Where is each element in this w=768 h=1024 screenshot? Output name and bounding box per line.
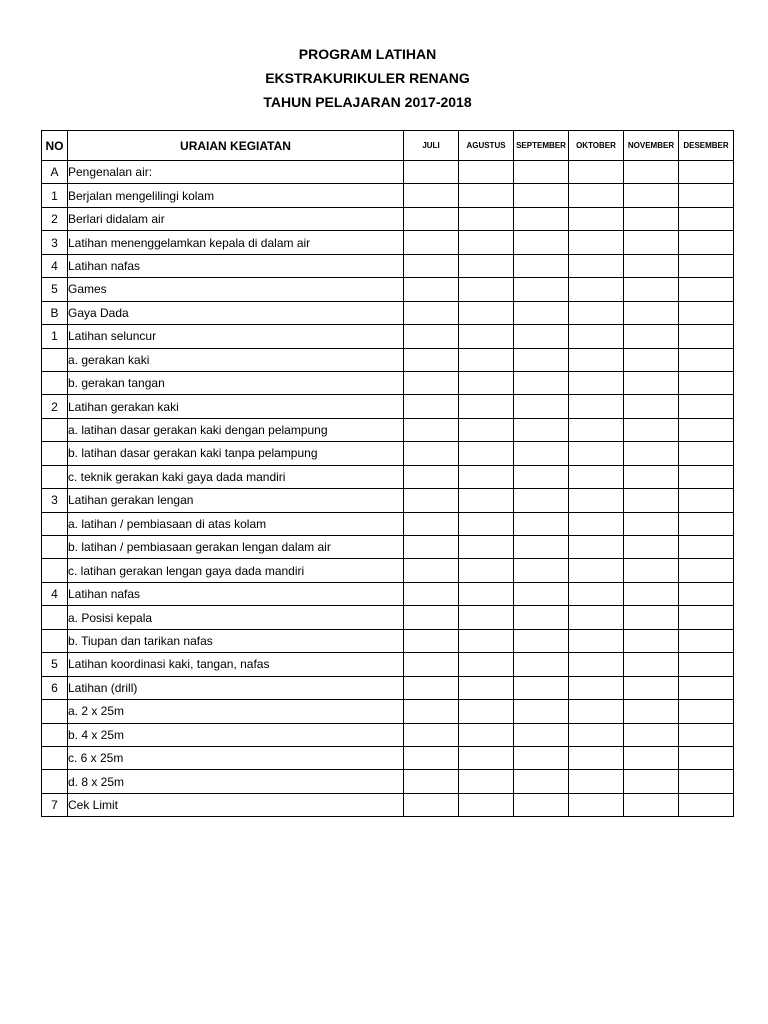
table-row <box>42 582 734 605</box>
month-cell <box>679 629 734 652</box>
row-description: b. latihan / pembiasaan gerakan lengan dalam air <box>68 536 404 559</box>
month-cell <box>679 465 734 488</box>
month-cell <box>514 489 569 512</box>
month-cell <box>404 231 459 254</box>
table-header-row <box>42 131 734 161</box>
row-number <box>42 348 68 371</box>
row-number: B <box>42 301 68 324</box>
month-cell <box>514 465 569 488</box>
month-cell <box>459 793 514 816</box>
row-number: 4 <box>42 254 68 277</box>
month-cell <box>569 231 624 254</box>
month-cell <box>624 301 679 324</box>
month-cell <box>514 559 569 582</box>
month-cell <box>459 325 514 348</box>
table-row <box>42 606 734 629</box>
row-description: Latihan (drill) <box>68 676 404 699</box>
month-cell <box>624 512 679 535</box>
row-number <box>42 536 68 559</box>
month-cell <box>459 418 514 441</box>
month-cell <box>404 676 459 699</box>
table-body <box>42 161 734 817</box>
month-cell <box>404 582 459 605</box>
row-number: 3 <box>42 231 68 254</box>
month-cell <box>679 254 734 277</box>
month-cell <box>624 559 679 582</box>
row-description: Latihan gerakan lengan <box>68 489 404 512</box>
month-cell <box>679 161 734 184</box>
month-cell <box>569 700 624 723</box>
month-cell <box>624 254 679 277</box>
month-cell <box>569 606 624 629</box>
month-cell <box>569 676 624 699</box>
row-description: Games <box>68 278 404 301</box>
month-cell <box>624 629 679 652</box>
month-cell <box>679 770 734 793</box>
month-cell <box>569 395 624 418</box>
month-cell <box>569 325 624 348</box>
month-cell <box>459 582 514 605</box>
title-line-2: EKSTRAKURIKULER RENANG <box>265 70 470 86</box>
month-cell <box>404 489 459 512</box>
month-cell <box>569 184 624 207</box>
month-cell <box>624 653 679 676</box>
row-description: Berlari didalam air <box>68 207 404 230</box>
row-number: 2 <box>42 395 68 418</box>
table-row <box>42 723 734 746</box>
table-row <box>42 348 734 371</box>
header-month-november: NOVEMBER <box>624 131 679 161</box>
month-cell <box>514 418 569 441</box>
table-row <box>42 325 734 348</box>
month-cell <box>624 536 679 559</box>
row-number <box>42 746 68 769</box>
month-cell <box>679 746 734 769</box>
month-cell <box>514 371 569 394</box>
table-row <box>42 653 734 676</box>
month-cell <box>514 700 569 723</box>
month-cell <box>624 278 679 301</box>
table-row <box>42 770 734 793</box>
row-number <box>42 559 68 582</box>
month-cell <box>404 770 459 793</box>
month-cell <box>679 395 734 418</box>
month-cell <box>679 278 734 301</box>
month-cell <box>624 348 679 371</box>
month-cell <box>514 606 569 629</box>
month-cell <box>514 442 569 465</box>
month-cell <box>514 395 569 418</box>
schedule-table <box>41 130 734 817</box>
month-cell <box>404 325 459 348</box>
month-cell <box>404 465 459 488</box>
month-cell <box>514 582 569 605</box>
table-row <box>42 746 734 769</box>
month-cell <box>514 254 569 277</box>
month-cell <box>514 676 569 699</box>
month-cell <box>569 254 624 277</box>
month-cell <box>569 207 624 230</box>
month-cell <box>514 723 569 746</box>
table-row <box>42 536 734 559</box>
row-description: c. teknik gerakan kaki gaya dada mandiri <box>68 465 404 488</box>
month-cell <box>679 653 734 676</box>
month-cell <box>624 465 679 488</box>
month-cell <box>514 161 569 184</box>
month-cell <box>404 536 459 559</box>
month-cell <box>624 582 679 605</box>
month-cell <box>459 301 514 324</box>
month-cell <box>569 629 624 652</box>
month-cell <box>459 629 514 652</box>
month-cell <box>624 746 679 769</box>
month-cell <box>459 278 514 301</box>
month-cell <box>569 793 624 816</box>
month-cell <box>624 231 679 254</box>
month-cell <box>514 278 569 301</box>
month-cell <box>404 371 459 394</box>
row-number: 5 <box>42 653 68 676</box>
month-cell <box>624 161 679 184</box>
row-number <box>42 371 68 394</box>
month-cell <box>514 770 569 793</box>
month-cell <box>404 629 459 652</box>
month-cell <box>569 301 624 324</box>
month-cell <box>569 582 624 605</box>
month-cell <box>459 653 514 676</box>
month-cell <box>459 465 514 488</box>
table-row <box>42 676 734 699</box>
row-number: 3 <box>42 489 68 512</box>
month-cell <box>459 442 514 465</box>
row-number <box>42 465 68 488</box>
row-description: a. latihan / pembiasaan di atas kolam <box>68 512 404 535</box>
row-description: Latihan gerakan kaki <box>68 395 404 418</box>
month-cell <box>679 489 734 512</box>
month-cell <box>459 512 514 535</box>
month-cell <box>514 512 569 535</box>
month-cell <box>459 536 514 559</box>
month-cell <box>569 348 624 371</box>
month-cell <box>569 559 624 582</box>
month-cell <box>569 371 624 394</box>
month-cell <box>679 231 734 254</box>
row-number: 6 <box>42 676 68 699</box>
row-description: a. 2 x 25m <box>68 700 404 723</box>
row-number <box>42 512 68 535</box>
row-number: 7 <box>42 793 68 816</box>
table-row <box>42 793 734 816</box>
month-cell <box>679 301 734 324</box>
month-cell <box>569 161 624 184</box>
header-month-desember: DESEMBER <box>679 131 734 161</box>
month-cell <box>514 536 569 559</box>
table-row <box>42 489 734 512</box>
month-cell <box>459 770 514 793</box>
row-description: b. latihan dasar gerakan kaki tanpa pelampung <box>68 442 404 465</box>
month-cell <box>679 559 734 582</box>
month-cell <box>459 559 514 582</box>
month-cell <box>514 301 569 324</box>
table-row <box>42 301 734 324</box>
month-cell <box>404 442 459 465</box>
month-cell <box>459 746 514 769</box>
month-cell <box>514 325 569 348</box>
month-cell <box>569 770 624 793</box>
month-cell <box>514 184 569 207</box>
month-cell <box>624 676 679 699</box>
row-description: Latihan koordinasi kaki, tangan, nafas <box>68 653 404 676</box>
month-cell <box>569 653 624 676</box>
month-cell <box>624 442 679 465</box>
row-number <box>42 770 68 793</box>
row-description: c. 6 x 25m <box>68 746 404 769</box>
row-description: c. latihan gerakan lengan gaya dada mandiri <box>68 559 404 582</box>
month-cell <box>569 465 624 488</box>
row-description: d. 8 x 25m <box>68 770 404 793</box>
month-cell <box>459 395 514 418</box>
row-number <box>42 723 68 746</box>
month-cell <box>569 418 624 441</box>
month-cell <box>459 231 514 254</box>
month-cell <box>569 442 624 465</box>
table-row <box>42 465 734 488</box>
month-cell <box>404 161 459 184</box>
month-cell <box>459 161 514 184</box>
month-cell <box>404 278 459 301</box>
month-cell <box>404 184 459 207</box>
month-cell <box>624 371 679 394</box>
month-cell <box>679 184 734 207</box>
header-description: URAIAN KEGIATAN <box>68 131 404 161</box>
month-cell <box>404 746 459 769</box>
month-cell <box>569 512 624 535</box>
month-cell <box>404 207 459 230</box>
row-number: 5 <box>42 278 68 301</box>
month-cell <box>404 559 459 582</box>
row-description: b. gerakan tangan <box>68 371 404 394</box>
month-cell <box>569 489 624 512</box>
row-number <box>42 418 68 441</box>
header-month-oktober: OKTOBER <box>569 131 624 161</box>
row-number <box>42 606 68 629</box>
table-row <box>42 184 734 207</box>
month-cell <box>569 278 624 301</box>
month-cell <box>624 395 679 418</box>
month-cell <box>404 653 459 676</box>
row-description: Latihan menenggelamkan kepala di dalam air <box>68 231 404 254</box>
month-cell <box>514 793 569 816</box>
month-cell <box>404 512 459 535</box>
month-cell <box>459 348 514 371</box>
row-description: a. Posisi kepala <box>68 606 404 629</box>
month-cell <box>624 606 679 629</box>
month-cell <box>404 418 459 441</box>
month-cell <box>624 770 679 793</box>
month-cell <box>679 442 734 465</box>
table-row <box>42 371 734 394</box>
table-row <box>42 254 734 277</box>
month-cell <box>459 606 514 629</box>
month-cell <box>404 606 459 629</box>
table-row <box>42 700 734 723</box>
month-cell <box>679 325 734 348</box>
table-row <box>42 629 734 652</box>
month-cell <box>404 254 459 277</box>
month-cell <box>624 723 679 746</box>
table-row <box>42 418 734 441</box>
header-no: NO <box>42 131 68 161</box>
table-row <box>42 442 734 465</box>
table-row <box>42 559 734 582</box>
row-number <box>42 442 68 465</box>
month-cell <box>459 489 514 512</box>
month-cell <box>404 723 459 746</box>
month-cell <box>459 700 514 723</box>
row-description: Latihan nafas <box>68 254 404 277</box>
row-description: Pengenalan air: <box>68 161 404 184</box>
month-cell <box>459 254 514 277</box>
header-month-agustus: AGUSTUS <box>459 131 514 161</box>
row-description: Berjalan mengelilingi kolam <box>68 184 404 207</box>
month-cell <box>514 231 569 254</box>
row-description: Latihan seluncur <box>68 325 404 348</box>
month-cell <box>679 348 734 371</box>
row-number <box>42 700 68 723</box>
row-description: Gaya Dada <box>68 301 404 324</box>
title-line-3: TAHUN PELAJARAN 2017-2018 <box>263 94 472 110</box>
month-cell <box>514 348 569 371</box>
table-row <box>42 512 734 535</box>
month-cell <box>459 371 514 394</box>
month-cell <box>679 582 734 605</box>
table-row <box>42 278 734 301</box>
month-cell <box>624 325 679 348</box>
month-cell <box>679 676 734 699</box>
month-cell <box>624 700 679 723</box>
month-cell <box>459 184 514 207</box>
month-cell <box>624 207 679 230</box>
month-cell <box>569 746 624 769</box>
row-number <box>42 629 68 652</box>
row-number: 4 <box>42 582 68 605</box>
month-cell <box>624 184 679 207</box>
month-cell <box>679 536 734 559</box>
table-row <box>42 161 734 184</box>
month-cell <box>679 371 734 394</box>
month-cell <box>404 348 459 371</box>
row-number: 1 <box>42 325 68 348</box>
month-cell <box>514 629 569 652</box>
month-cell <box>514 207 569 230</box>
month-cell <box>459 207 514 230</box>
month-cell <box>514 746 569 769</box>
month-cell <box>624 793 679 816</box>
title-line-1: PROGRAM LATIHAN <box>298 46 437 62</box>
month-cell <box>624 418 679 441</box>
month-cell <box>459 723 514 746</box>
month-cell <box>624 489 679 512</box>
month-cell <box>514 653 569 676</box>
table-row <box>42 231 734 254</box>
month-cell <box>404 301 459 324</box>
row-number: 2 <box>42 207 68 230</box>
row-description: b. Tiupan dan tarikan nafas <box>68 629 404 652</box>
month-cell <box>569 723 624 746</box>
month-cell <box>679 700 734 723</box>
table-row <box>42 207 734 230</box>
month-cell <box>404 395 459 418</box>
document-title <box>0 42 735 114</box>
header-month-juli: JULI <box>404 131 459 161</box>
row-description: Cek Limit <box>68 793 404 816</box>
row-description: a. gerakan kaki <box>68 348 404 371</box>
month-cell <box>404 700 459 723</box>
month-cell <box>679 723 734 746</box>
month-cell <box>679 793 734 816</box>
table-row <box>42 395 734 418</box>
row-description: Latihan nafas <box>68 582 404 605</box>
header-month-september: SEPTEMBER <box>514 131 569 161</box>
row-description: b. 4 x 25m <box>68 723 404 746</box>
row-number: 1 <box>42 184 68 207</box>
month-cell <box>679 512 734 535</box>
month-cell <box>679 207 734 230</box>
month-cell <box>404 793 459 816</box>
month-cell <box>569 536 624 559</box>
month-cell <box>679 606 734 629</box>
month-cell <box>459 676 514 699</box>
row-number: A <box>42 161 68 184</box>
month-cell <box>679 418 734 441</box>
row-description: a. latihan dasar gerakan kaki dengan pelampung <box>68 418 404 441</box>
